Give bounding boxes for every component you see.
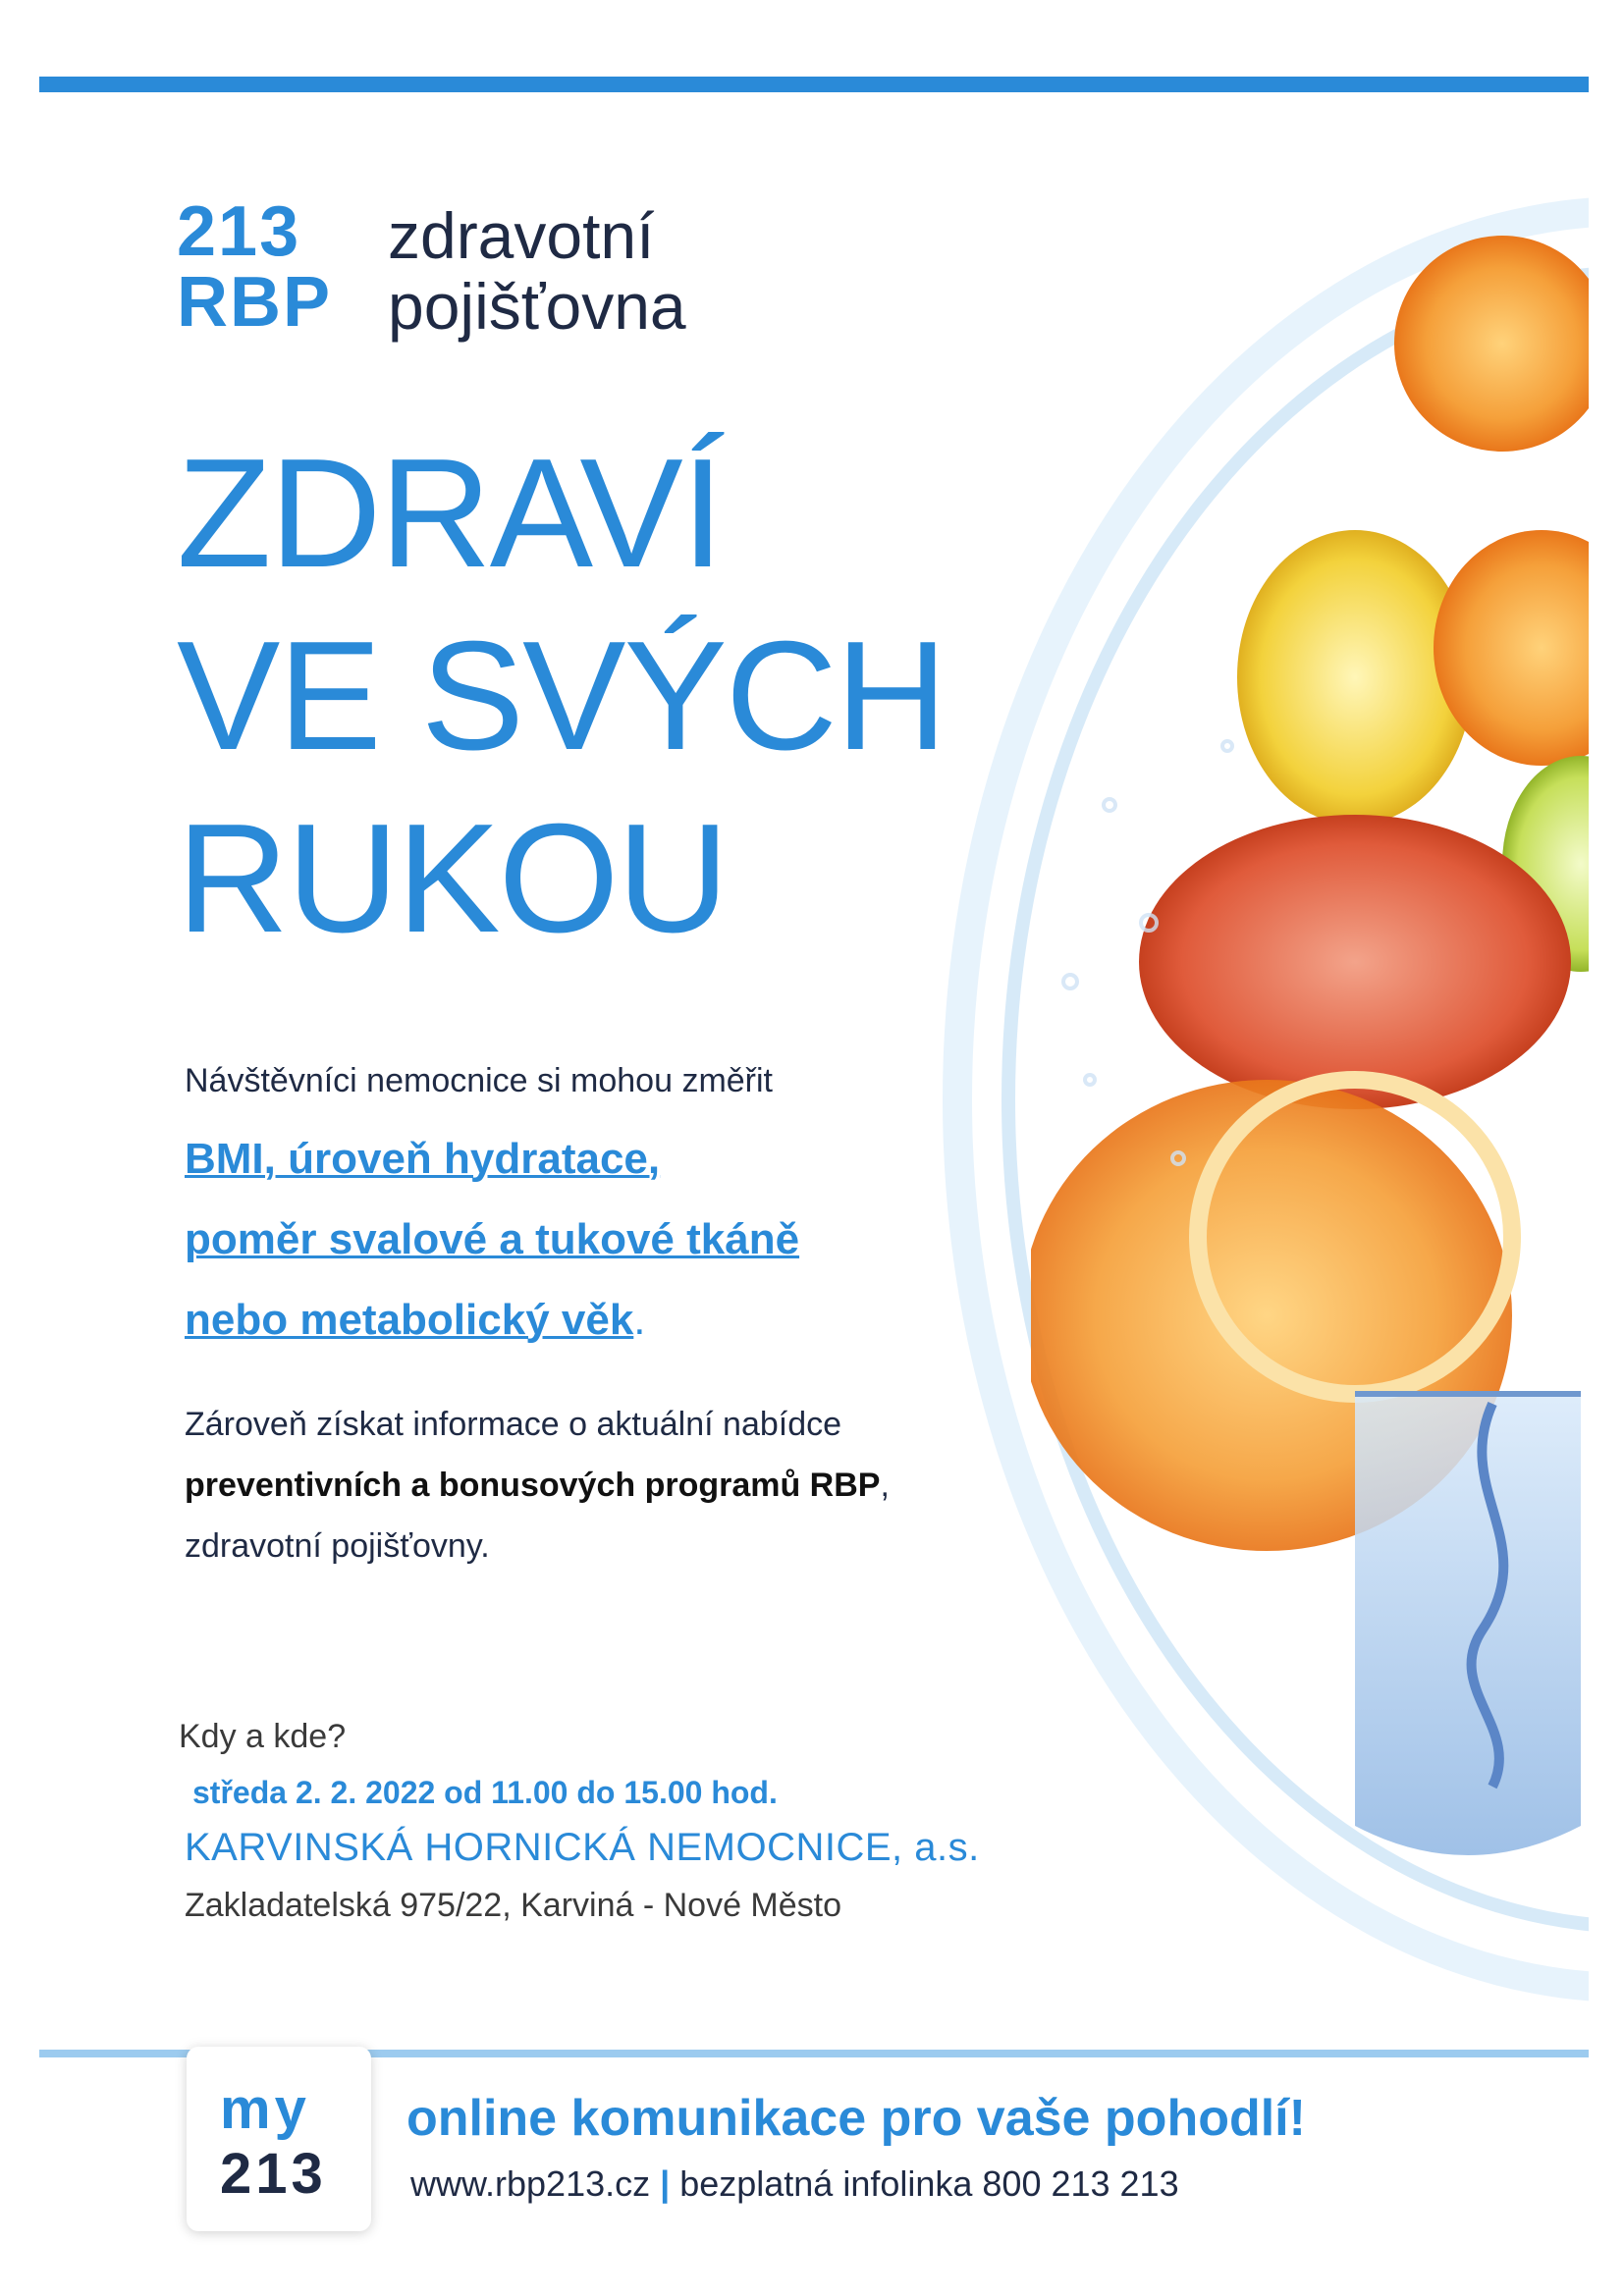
- event-place: KARVINSKÁ HORNICKÁ NEMOCNICE, a.s.: [185, 1826, 980, 1869]
- badge-bottom: 213: [220, 2142, 327, 2206]
- footer-contact: [410, 2163, 1179, 2205]
- measurements-list: [185, 1119, 799, 1361]
- logo-line-1: zdravotní: [388, 199, 655, 272]
- intro-text: Návštěvníci nemocnice si mohou změřit: [185, 1062, 774, 1099]
- logo-line-2: pojišťovna: [388, 270, 686, 343]
- measurement-link-1[interactable]: BMI, úroveň hydratace,: [185, 1135, 661, 1183]
- info-line-3: zdravotní pojišťovny.: [185, 1527, 490, 1565]
- citrus-water-glass-image: [1031, 216, 1589, 1983]
- measurement-link-2[interactable]: poměr svalové a tukové tkáně: [185, 1215, 800, 1263]
- headline-line-1: ZDRAVÍ: [177, 427, 723, 600]
- headline: [177, 422, 982, 970]
- headline-line-3: RUKOU: [177, 792, 728, 965]
- headline-line-2: VE SVÝCH: [177, 610, 947, 782]
- info-paragraph: [185, 1394, 1049, 1576]
- event-date: středa 2. 2. 2022 od 11.00 do 15.00 hod.: [192, 1775, 778, 1810]
- measurement-link-3[interactable]: nebo metabolický věk: [185, 1296, 634, 1344]
- my213-badge: [187, 2047, 371, 2231]
- logo-text: [388, 200, 781, 342]
- info-bold-comma: ,: [880, 1467, 890, 1504]
- badge-top: my: [220, 2077, 310, 2141]
- measurement-period: .: [633, 1296, 646, 1344]
- logo-mark-top: 213: [177, 192, 301, 271]
- info-bold: preventivních a bonusových programů RBP: [185, 1467, 881, 1504]
- website-link[interactable]: www.rbp213.cz: [410, 2163, 651, 2204]
- hotline-text: bezplatná infolinka 800 213 213: [679, 2163, 1179, 2204]
- logo-mark: [177, 192, 373, 342]
- footer-title: online komunikace pro vaše pohodlí!: [406, 2090, 1306, 2147]
- event-address: Zakladatelská 975/22, Karviná - Nové Město: [185, 1887, 842, 1924]
- when-question: Kdy a kde?: [179, 1718, 347, 1755]
- info-line-1: Zároveň získat informace o aktuální nabídce: [185, 1406, 842, 1443]
- logo-mark-bottom: RBP: [177, 263, 333, 342]
- contact-separator: |: [660, 2163, 671, 2204]
